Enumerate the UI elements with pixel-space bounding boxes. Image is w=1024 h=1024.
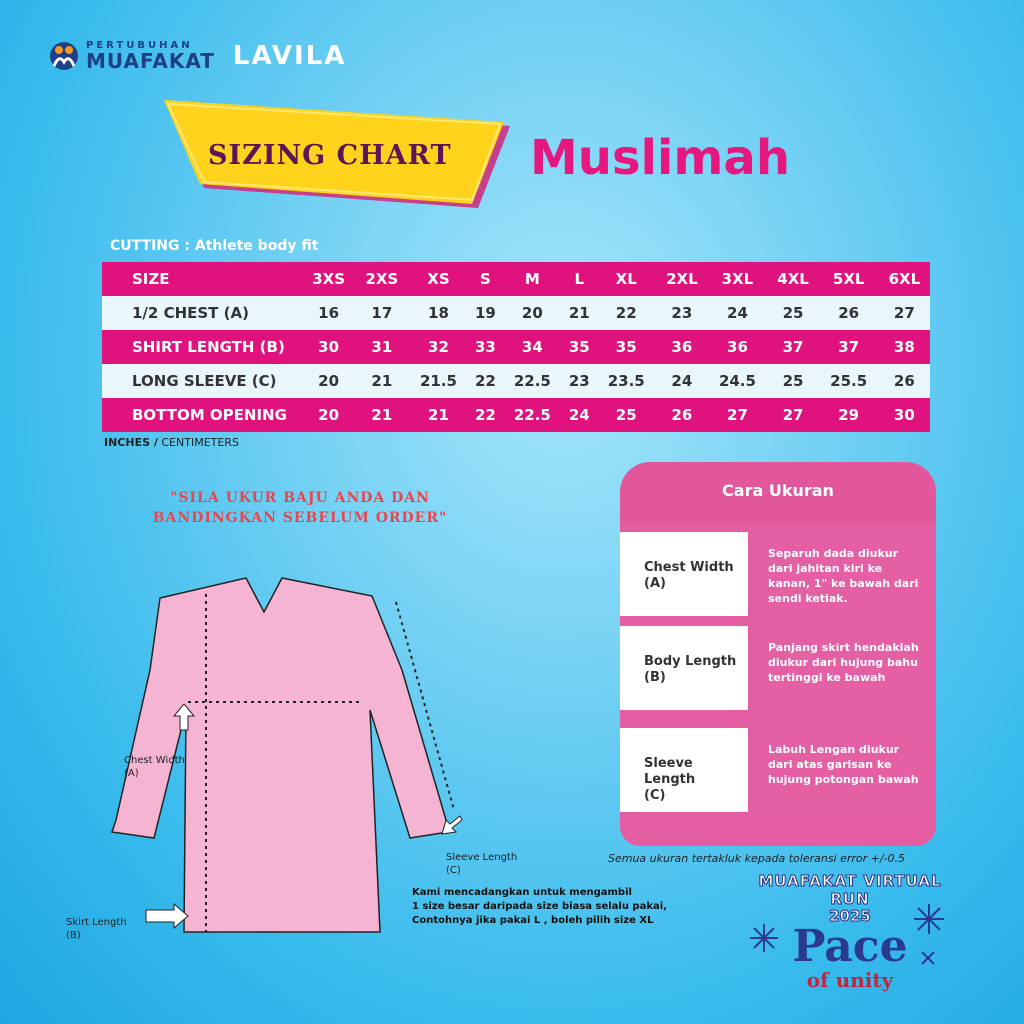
size-cell: 6XL [879, 262, 930, 296]
event-title: MUAFAKAT VIRTUAL RUN [758, 872, 942, 908]
row-label: BOTTOM OPENING [102, 398, 302, 432]
table-cell: 27 [767, 398, 818, 432]
table-cell: 19 [468, 296, 502, 330]
lavila-logo: LAVILA [232, 41, 347, 71]
table-cell: 18 [408, 296, 468, 330]
event-unity: of unity [806, 968, 894, 992]
size-cell: S [468, 262, 502, 296]
header-logos [48, 36, 346, 76]
table-cell: 22.5 [502, 398, 562, 432]
row-label: 1/2 CHEST (A) [102, 296, 302, 330]
table-cell: 21 [355, 398, 408, 432]
size-cell: 2XL [656, 262, 707, 296]
table-cell: 37 [819, 330, 879, 364]
org-name: MUAFAKAT [86, 49, 215, 73]
table-cell: 25 [767, 364, 818, 398]
table-cell: 38 [879, 330, 930, 364]
table-cell: 17 [355, 296, 408, 330]
size-cell: M [502, 262, 562, 296]
table-cell: 24 [562, 398, 596, 432]
table-cell: 20 [302, 364, 355, 398]
guide-item-desc: Separuh dada diukur dari jahitan kiri ke kanan, 1" ke bawah dari sendi ketiak. [754, 532, 936, 616]
size-cell: 3XL [707, 262, 767, 296]
table-row [102, 296, 930, 330]
measure-guide-panel [620, 462, 936, 846]
skirt-length-label: Skirt Length (B) [66, 917, 127, 941]
table-cell: 27 [707, 398, 767, 432]
table-cell: 22 [468, 364, 502, 398]
table-cell: 30 [879, 398, 930, 432]
table-cell: 22.5 [502, 364, 562, 398]
table-cell: 25.5 [819, 364, 879, 398]
guide-item [620, 532, 936, 620]
table-cell: 24.5 [707, 364, 767, 398]
row-label: SHIRT LENGTH (B) [102, 330, 302, 364]
table-cell: 36 [707, 330, 767, 364]
table-cell: 20 [302, 398, 355, 432]
size-cell: L [562, 262, 596, 296]
table-cell: 26 [656, 398, 707, 432]
event-logo [740, 872, 960, 1002]
table-cell: 35 [562, 330, 596, 364]
table-cell: 21.5 [408, 364, 468, 398]
sleeve-length-label: Sleeve Length (C) [446, 852, 518, 876]
table-cell: 30 [302, 330, 355, 364]
table-cell: 27 [879, 296, 930, 330]
muafakat-emblem-icon [48, 40, 80, 72]
size-cell: 3XS [302, 262, 355, 296]
guide-item [620, 626, 936, 714]
guide-item-name: Body Length (B) [620, 626, 748, 710]
guide-item-name: Chest Width (A) [620, 532, 748, 616]
table-cell: 24 [656, 364, 707, 398]
table-cell: 26 [879, 364, 930, 398]
table-cell: 16 [302, 296, 355, 330]
table-cell: 22 [468, 398, 502, 432]
table-cell: 24 [707, 296, 767, 330]
size-cell: 4XL [767, 262, 818, 296]
table-cell: 31 [355, 330, 408, 364]
event-pace: Pace [792, 921, 908, 972]
org-prefix: PERTUBUHAN [86, 40, 193, 51]
instruction-line: BANDINGKAN SEBELUM ORDER" [152, 510, 448, 526]
guide-item [620, 728, 936, 816]
table-cell: 23 [562, 364, 596, 398]
size-cell: XS [408, 262, 468, 296]
tolerance-disclaimer: Semua ukuran tertakluk kepada toleransi error +/-0.5 [608, 852, 906, 865]
chest-width-label: Chest Width (A) [124, 755, 185, 779]
event-year: 2025 [829, 907, 871, 925]
table-cell: 21 [562, 296, 596, 330]
size-cell: XL [596, 262, 656, 296]
table-cell: 26 [819, 296, 879, 330]
table-cell: 20 [502, 296, 562, 330]
instruction-text [150, 488, 450, 528]
table-row [102, 330, 930, 364]
panel-body [620, 522, 936, 846]
table-cell: 25 [767, 296, 818, 330]
units-label [104, 436, 239, 449]
banner-text: SIZING CHART [208, 140, 452, 171]
panel-title: Cara Ukuran [620, 462, 936, 522]
table-cell: 22 [596, 296, 656, 330]
table-cell: 23.5 [596, 364, 656, 398]
skirt-arrow-icon [146, 904, 188, 928]
page-title: Muslimah [530, 130, 790, 186]
table-header-row [102, 262, 930, 296]
table-cell: 36 [656, 330, 707, 364]
table-cell: 21 [408, 398, 468, 432]
size-cell: 5XL [819, 262, 879, 296]
table-row [102, 398, 930, 432]
size-recommendation-note: Kami mencadangkan untuk mengambil 1 size besar daripada size biasa selalu pakai, Contohnya jika pakai L , boleh pilih size XL [412, 887, 667, 926]
table-cell: 21 [355, 364, 408, 398]
guide-item-name: Sleeve Length (C) [620, 728, 748, 812]
guide-item-desc: Labuh Lengan diukur dari atas garisan ke hujung potongan bawah [754, 728, 936, 812]
size-table [102, 262, 930, 432]
size-cell: 2XS [355, 262, 408, 296]
table-cell: 23 [656, 296, 707, 330]
table-cell: 37 [767, 330, 818, 364]
units-secondary: CENTIMETERS [161, 436, 239, 449]
table-cell: 32 [408, 330, 468, 364]
instruction-line: "SILA UKUR BAJU ANDA DAN [170, 490, 430, 506]
units-primary: INCHES / [104, 436, 158, 449]
cutting-label: CUTTING : Athlete body fit [110, 238, 319, 254]
table-cell: 29 [819, 398, 879, 432]
table-cell: 35 [596, 330, 656, 364]
row-label: SIZE [102, 262, 302, 296]
row-label: LONG SLEEVE (C) [102, 364, 302, 398]
guide-item-desc: Panjang skirt hendaklah diukur dari hujung bahu tertinggi ke bawah [754, 626, 936, 710]
table-cell: 34 [502, 330, 562, 364]
table-cell: 25 [596, 398, 656, 432]
muafakat-logo [48, 40, 215, 72]
table-row [102, 364, 930, 398]
table-cell: 33 [468, 330, 502, 364]
